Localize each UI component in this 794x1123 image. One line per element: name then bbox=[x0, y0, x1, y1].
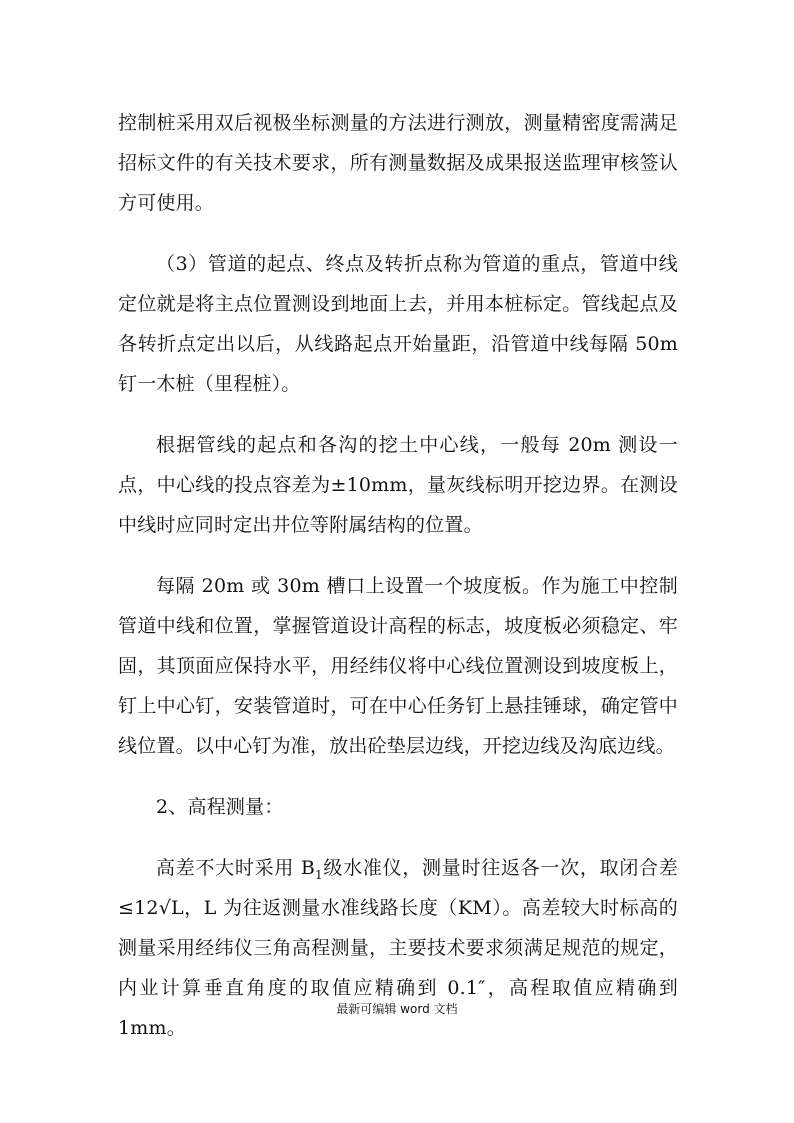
elevation-text-rest: 级水准仪，测量时往返各一次，取闭合差≤12√L，L 为往返测量水准线路长度（KM）。高差较大时标高的测量采用经纬仪三角高程测量，主要技术要求须满足规范的规定，内业计算垂直角度的取值应精确到 0.1″，高程取值应精确到 1mm。 bbox=[118, 857, 678, 1039]
document-body bbox=[118, 103, 678, 1069]
section-heading-elevation: 2、高程测量： bbox=[156, 796, 284, 818]
paragraph-slope-board: 每隔 20m 或 30m 槽口上设置一个坡度板。作为施工中控制管道中线和位置，掌握管道设计高程的标志，坡度板必须稳定、牢固，其顶面应保持水平，用经纬仪将中心线位置测设到坡度板上，钉上中心钉，安装管道时，可在中心任务钉上悬挂锤球，确定管中线位置。以中心钉为准，放出砼垫层边线，开挖边线及沟底边线。 bbox=[118, 575, 678, 757]
elevation-text-start: 高差不大时采用 B bbox=[156, 857, 316, 879]
paragraph-elevation-survey bbox=[118, 848, 678, 1048]
level-class-subscript: 1 bbox=[315, 867, 323, 882]
paragraph-excavation-centerline: 根据管线的起点和各沟的挖土中心线，一般每 20m 测设一点，中心线的投点容差为±10mm，量灰线标明开挖边界。在测设中线时应同时定出井位等附属结构的位置。 bbox=[118, 434, 678, 536]
paragraph-control-pile: 控制桩采用双后视极坐标测量的方法进行测放，测量精密度需满足招标文件的有关技术要求，所有测量数据及成果报送监理审核签认方可使用。 bbox=[118, 112, 678, 214]
paragraph-pipeline-centerline: （3）管道的起点、终点及转折点称为管道的重点，管道中线定位就是将主点位置测设到地面上去，并用本桩标定。管线起点及各转折点定出以后，从线路起点开始量距，沿管道中线每隔 50m 钉一木桩（里程桩）。 bbox=[118, 253, 678, 395]
page-footer: 最新可编辑 word 文档 bbox=[336, 1002, 458, 1016]
